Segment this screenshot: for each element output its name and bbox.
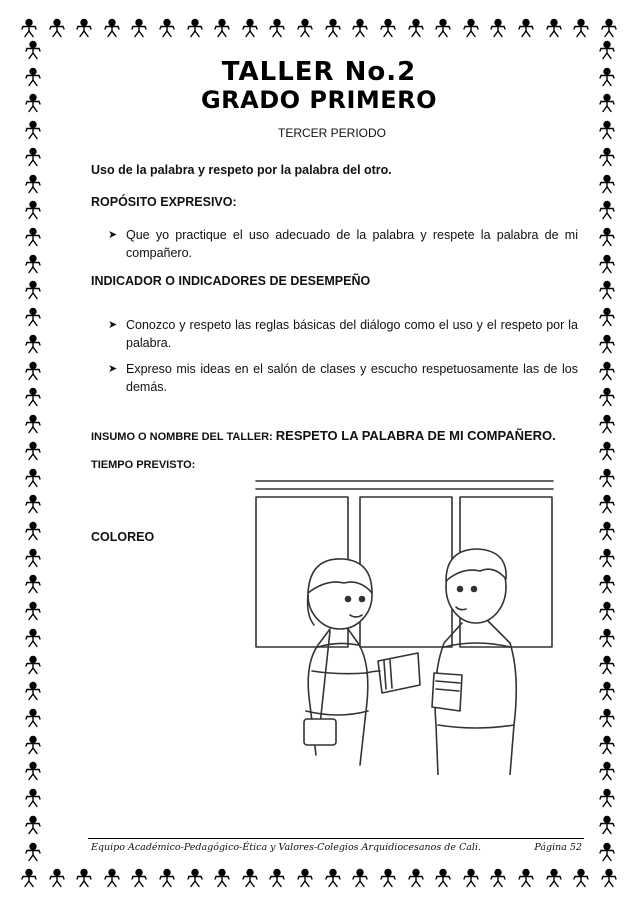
child-figure-ornament-icon <box>24 200 42 220</box>
child-figure-ornament-icon <box>24 120 42 140</box>
child-figure-ornament-icon <box>24 548 42 568</box>
child-figure-ornament-icon <box>598 842 616 862</box>
child-figure-ornament-icon <box>598 708 616 728</box>
child-figure-ornament-icon <box>572 868 590 888</box>
child-figure-ornament-icon <box>24 815 42 835</box>
child-figure-ornament-icon <box>434 868 452 888</box>
two-children-talking-coloring-illustration <box>248 475 588 775</box>
insumo-label: INSUMO O NOMBRE DEL TALLER: <box>91 431 273 443</box>
footer-credit: Equipo Académico-Pedagógico-Ética y Valores-Colegios Arquidiocesanos de Cali. <box>91 842 482 853</box>
child-figure-ornament-icon <box>75 868 93 888</box>
child-figure-ornament-icon <box>130 868 148 888</box>
child-figure-ornament-icon <box>598 468 616 488</box>
child-figure-ornament-icon <box>24 280 42 300</box>
left-border <box>22 40 44 862</box>
child-figure-ornament-icon <box>324 868 342 888</box>
topic-title: Uso de la palabra y respeto por la palabra del otro. <box>91 163 392 177</box>
insumo-line <box>91 428 556 443</box>
child-figure-ornament-icon <box>24 147 42 167</box>
child-figure-ornament-icon <box>462 868 480 888</box>
child-figure-ornament-icon <box>598 655 616 675</box>
child-figure-ornament-icon <box>434 18 452 38</box>
child-figure-ornament-icon <box>598 334 616 354</box>
child-figure-ornament-icon <box>130 18 148 38</box>
child-figure-ornament-icon <box>351 868 369 888</box>
child-figure-ornament-icon <box>20 18 38 38</box>
child-figure-ornament-icon <box>20 868 38 888</box>
child-figure-ornament-icon <box>379 18 397 38</box>
child-figure-ornament-icon <box>598 735 616 755</box>
child-figure-ornament-icon <box>598 387 616 407</box>
child-figure-ornament-icon <box>75 18 93 38</box>
child-figure-ornament-icon <box>241 868 259 888</box>
child-figure-ornament-icon <box>598 147 616 167</box>
child-figure-ornament-icon <box>24 842 42 862</box>
child-figure-ornament-icon <box>598 628 616 648</box>
child-figure-ornament-icon <box>24 761 42 781</box>
proposito-heading: ROPÓSITO EXPRESIVO: <box>91 195 237 209</box>
child-figure-ornament-icon <box>268 18 286 38</box>
child-figure-ornament-icon <box>545 18 563 38</box>
child-figure-ornament-icon <box>598 174 616 194</box>
child-figure-ornament-icon <box>24 441 42 461</box>
page-number: Página 52 <box>534 842 582 853</box>
child-figure-ornament-icon <box>407 868 425 888</box>
child-figure-ornament-icon <box>598 307 616 327</box>
child-figure-ornament-icon <box>598 761 616 781</box>
page-title: TALLER No.2 <box>221 57 417 87</box>
child-figure-ornament-icon <box>489 868 507 888</box>
insumo-value: RESPETO LA PALABRA DE MI COMPAÑERO. <box>275 428 556 443</box>
arrow-bullet-icon: ➤ <box>108 363 118 375</box>
child-figure-ornament-icon <box>598 815 616 835</box>
tiempo-label: TIEMPO PREVISTO: <box>91 459 196 471</box>
periodo-label: TERCER PERIODO <box>278 126 387 140</box>
child-figure-ornament-icon <box>24 601 42 621</box>
child-figure-ornament-icon <box>598 548 616 568</box>
child-figure-ornament-icon <box>572 18 590 38</box>
child-figure-ornament-icon <box>598 441 616 461</box>
footer-divider <box>88 838 584 839</box>
child-figure-ornament-icon <box>545 868 563 888</box>
child-figure-ornament-icon <box>24 521 42 541</box>
child-figure-ornament-icon <box>598 361 616 381</box>
child-figure-ornament-icon <box>462 18 480 38</box>
child-figure-ornament-icon <box>598 254 616 274</box>
child-figure-ornament-icon <box>598 574 616 594</box>
child-figure-ornament-icon <box>598 414 616 434</box>
child-figure-ornament-icon <box>598 681 616 701</box>
child-figure-ornament-icon <box>324 18 342 38</box>
child-figure-ornament-icon <box>600 868 618 888</box>
child-figure-ornament-icon <box>24 681 42 701</box>
child-figure-ornament-icon <box>24 307 42 327</box>
child-figure-ornament-icon <box>24 655 42 675</box>
child-figure-ornament-icon <box>296 868 314 888</box>
indicadores-heading: INDICADOR O INDICADORES DE DESEMPEÑO <box>91 274 371 288</box>
child-figure-ornament-icon <box>24 735 42 755</box>
child-figure-ornament-icon <box>598 280 616 300</box>
child-figure-ornament-icon <box>24 361 42 381</box>
child-figure-ornament-icon <box>600 18 618 38</box>
child-figure-ornament-icon <box>598 601 616 621</box>
indicador-bullet <box>108 360 578 396</box>
child-figure-ornament-icon <box>24 628 42 648</box>
child-figure-ornament-icon <box>24 494 42 514</box>
child-figure-ornament-icon <box>351 18 369 38</box>
child-figure-ornament-icon <box>268 868 286 888</box>
arrow-bullet-icon: ➤ <box>108 229 118 241</box>
indicador-bullet <box>108 316 578 352</box>
child-figure-ornament-icon <box>186 868 204 888</box>
child-figure-ornament-icon <box>598 494 616 514</box>
child-figure-ornament-icon <box>598 120 616 140</box>
right-border <box>596 40 618 862</box>
page-subtitle-grade: GRADO PRIMERO <box>200 86 438 114</box>
bullet-text: Expreso mis ideas en el salón de clases y escucho respetuosamente las de los demás. <box>126 362 578 394</box>
child-figure-ornament-icon <box>24 708 42 728</box>
bullet-text: Que yo practique el uso adecuado de la palabra y respete la palabra de mi compañero. <box>126 228 578 260</box>
child-figure-ornament-icon <box>517 18 535 38</box>
child-figure-ornament-icon <box>24 174 42 194</box>
proposito-bullet <box>108 226 578 262</box>
child-figure-ornament-icon <box>24 227 42 247</box>
child-figure-ornament-icon <box>48 868 66 888</box>
child-figure-ornament-icon <box>296 18 314 38</box>
child-figure-ornament-icon <box>213 868 231 888</box>
child-figure-ornament-icon <box>24 414 42 434</box>
child-figure-ornament-icon <box>517 868 535 888</box>
arrow-bullet-icon: ➤ <box>108 319 118 331</box>
child-figure-ornament-icon <box>186 18 204 38</box>
child-figure-ornament-icon <box>598 200 616 220</box>
child-figure-ornament-icon <box>103 18 121 38</box>
child-figure-ornament-icon <box>489 18 507 38</box>
child-figure-ornament-icon <box>24 334 42 354</box>
child-figure-ornament-icon <box>24 468 42 488</box>
coloreo-label: COLOREO <box>91 530 155 544</box>
bullet-text: Conozco y respeto las reglas básicas del diálogo como el uso y el respeto por la palabra. <box>126 318 578 350</box>
child-figure-ornament-icon <box>24 387 42 407</box>
child-figure-ornament-icon <box>213 18 231 38</box>
child-figure-ornament-icon <box>158 18 176 38</box>
child-figure-ornament-icon <box>24 254 42 274</box>
child-figure-ornament-icon <box>598 227 616 247</box>
child-figure-ornament-icon <box>407 18 425 38</box>
child-figure-ornament-icon <box>24 574 42 594</box>
child-figure-ornament-icon <box>158 868 176 888</box>
top-border <box>20 18 618 40</box>
child-figure-ornament-icon <box>598 788 616 808</box>
child-figure-ornament-icon <box>598 521 616 541</box>
child-figure-ornament-icon <box>24 788 42 808</box>
child-figure-ornament-icon <box>379 868 397 888</box>
child-figure-ornament-icon <box>241 18 259 38</box>
child-figure-ornament-icon <box>48 18 66 38</box>
child-figure-ornament-icon <box>103 868 121 888</box>
bottom-border <box>20 868 618 890</box>
